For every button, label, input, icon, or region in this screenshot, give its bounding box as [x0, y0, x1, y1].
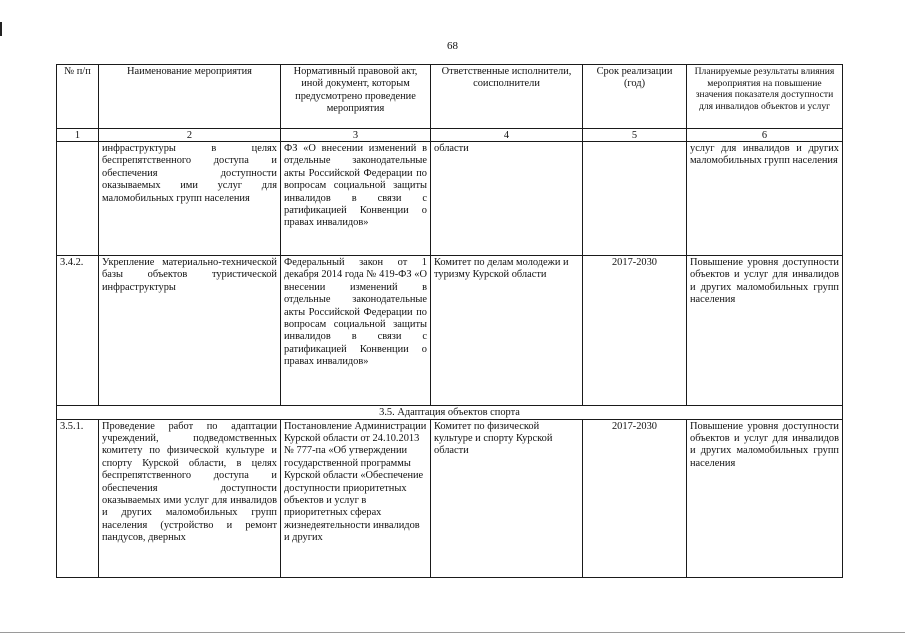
- column-numbers-row: [57, 129, 843, 142]
- page-number: 68: [447, 40, 458, 52]
- measure-name: Укрепление материально-технической базы объектов туристической инфраструктуры: [99, 256, 281, 406]
- table-row: [57, 142, 843, 256]
- executors: области: [431, 142, 583, 256]
- executors: Комитет по физической культуре и спорту Курской области: [431, 419, 583, 577]
- header-number: № п/п: [57, 65, 99, 129]
- header-measure-name: Наименование мероприятия: [99, 65, 281, 129]
- scan-edge-mark: [0, 22, 2, 36]
- row-number: 3.4.2.: [57, 256, 99, 406]
- term: 2017-2030: [583, 419, 687, 577]
- table-row: [57, 256, 843, 406]
- term: [583, 142, 687, 256]
- row-number: 3.5.1.: [57, 419, 99, 577]
- table-header-row: [57, 65, 843, 129]
- column-number-1: 1: [57, 129, 99, 142]
- planned-results: услуг для инвалидов и других маломобильных групп населения: [687, 142, 843, 256]
- measures-table: [56, 64, 843, 578]
- legal-act: ФЗ «О внесении изменений в отдельные законодательные акты Российской Федерации по вопросам социальной защиты инвалидов в связи с ратификацией Конвенции о правах инвалидов»: [281, 142, 431, 256]
- measure-name: инфраструктуры в целях беспрепятственного доступа и обеспечения доступности оказываемых ими услуг для маломобильных групп населения: [99, 142, 281, 256]
- executors: Комитет по делам молодежи и туризму Курской области: [431, 256, 583, 406]
- header-executors: Ответственные исполнители, соисполнители: [431, 65, 583, 129]
- legal-act: Федеральный закон от 1 декабря 2014 года № 419-ФЗ «О внесении изменений в отдельные законодательные акты Российской Федерации по вопросам социальной защиты инвалидов в связи с ратификацией Конвенции о правах инвалидов»: [281, 256, 431, 406]
- header-planned-results: Планируемые результаты влияния мероприятия на повышение значения показателя доступности для инвалидов объектов и услуг: [687, 65, 843, 129]
- planned-results: Повышение уровня доступности объектов и услуг для инвалидов и других маломобильных групп населения: [687, 419, 843, 577]
- table-row: [57, 419, 843, 577]
- header-legal-act: Нормативный правовой акт, иной документ, которым предусмотрено проведение мероприятия: [281, 65, 431, 129]
- legal-act: Постановление Администрации Курской области от 24.10.2013 № 777-па «Об утверждении государственной программы Курской области «Обеспечение доступности приоритетных объектов и услуг в приоритетных сферах жизнедеятельности инвалидов и других: [281, 419, 431, 577]
- scan-bottom-line: [0, 632, 905, 633]
- measure-name: Проведение работ по адаптации учреждений, подведомственных комитету по физической культуре и спорту Курской области, в целях беспрепятственного доступа и обеспечения доступности оказываемых ими услуг для инвалидов и других маломобильных групп населения (устройство и ремонт пандусов, дверных: [99, 419, 281, 577]
- column-number-6: 6: [687, 129, 843, 142]
- planned-results: Повышение уровня доступности объектов и услуг для инвалидов и других маломобильных групп населения: [687, 256, 843, 406]
- section-row: [57, 406, 843, 420]
- section-title: 3.5. Адаптация объектов спорта: [57, 406, 843, 420]
- term: 2017-2030: [583, 256, 687, 406]
- header-term: Срок реализации (год): [583, 65, 687, 129]
- column-number-5: 5: [583, 129, 687, 142]
- column-number-2: 2: [99, 129, 281, 142]
- column-number-3: 3: [281, 129, 431, 142]
- column-number-4: 4: [431, 129, 583, 142]
- row-number: [57, 142, 99, 256]
